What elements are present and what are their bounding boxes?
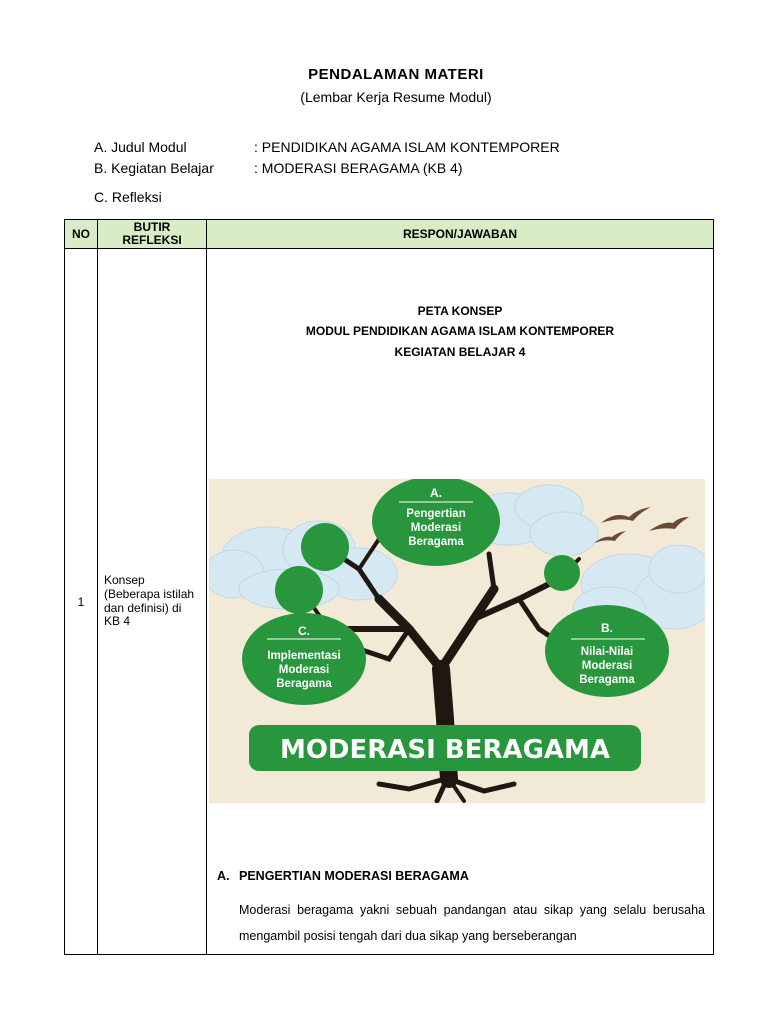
node-a-line-1: Pengertian (406, 508, 466, 520)
peta-line-1: PETA KONSEP (417, 304, 503, 318)
peta-line-2: MODUL PENDIDIKAN AGAMA ISLAM KONTEMPORER (305, 324, 615, 338)
table-header-row (65, 220, 714, 249)
meta-kegiatan (94, 160, 463, 176)
header-butir: BUTIR REFLEKSI (98, 220, 207, 249)
node-a-letter: A. (430, 486, 442, 500)
node-b-letter: B. (601, 621, 613, 635)
meta-refleksi: C. Refleksi (94, 189, 162, 205)
peta-line-3: KEGIATAN BELAJAR 4 (394, 345, 526, 359)
kegiatan-value: : MODERASI BERAGAMA (KB 4) (254, 160, 463, 176)
judul-label: A. Judul Modul (94, 139, 187, 155)
node-b-line-3: Beragama (579, 674, 635, 686)
table-row (65, 249, 714, 955)
section-paragraph: Moderasi beragama yakni sebuah pandangan atau sikap yang selalu berusaha mengambil posisi tengah dari dua sikap yang berseberangan (239, 903, 705, 943)
concept-map-figure (209, 479, 705, 803)
section-title (217, 869, 469, 883)
section-title-text: PENGERTIAN MODERASI BERAGAMA (239, 869, 469, 883)
small-node-1 (301, 523, 349, 571)
header-no: NO (65, 220, 98, 249)
small-node-2 (275, 566, 323, 614)
small-node-3 (544, 555, 580, 591)
section-letter: A. (217, 869, 230, 883)
kegiatan-label: B. Kegiatan Belajar (94, 160, 214, 176)
node-c-line-3: Beragama (276, 678, 332, 690)
refleksi-table (64, 219, 714, 955)
node-c-line-2: Moderasi (278, 664, 330, 676)
meta-judul (94, 139, 560, 155)
node-c-line-1: Implementasi (267, 650, 341, 662)
judul-value: : PENDIDIKAN AGAMA ISLAM KONTEMPORER (254, 139, 560, 155)
page-subtitle: (Lembar Kerja Resume Modul) (300, 89, 492, 105)
row-response (207, 249, 714, 955)
node-b-line-1: Nilai-Nilai (580, 646, 634, 658)
node-c-letter: C. (298, 624, 310, 638)
node-a-line-3: Beragama (408, 536, 464, 548)
header-respon: RESPON/JAWABAN (207, 220, 714, 249)
banner-text: MODERASI BERAGAMA (279, 735, 611, 765)
page-title: PENDALAMAN MATERI (308, 66, 484, 83)
node-b-line-2: Moderasi (581, 660, 633, 672)
row-butir: Konsep (Beberapa istilah dan definisi) di KB 4 (98, 249, 207, 955)
row-no: 1 (65, 249, 98, 955)
node-a-line-2: Moderasi (410, 522, 462, 534)
